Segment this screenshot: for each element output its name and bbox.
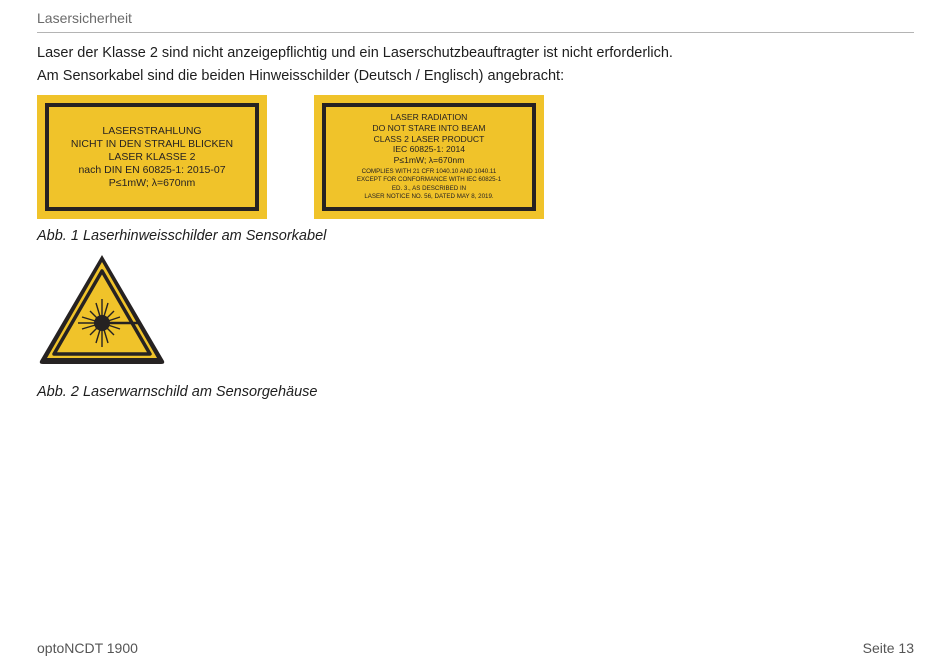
paragraph-sensor-cable-signs: Am Sensorkabel sind die beiden Hinweisschilder (Deutsch / Englisch) angebracht: (37, 68, 565, 84)
label-line: P≤1mW; λ=670nm (108, 176, 196, 189)
laser-label-english (314, 95, 544, 219)
label-small-line: COMPLIES WITH 21 CFR 1040.10 AND 1040.11 (361, 167, 497, 175)
laser-label-german (37, 95, 267, 219)
label-line: IEC 60825-1: 2014 (392, 144, 466, 155)
paragraph-class2-info: Laser der Klasse 2 sind nicht anzeigepflichtig und ein Laserschutzbeauftragter ist nicht erforderlich. (37, 45, 673, 61)
label-line: CLASS 2 LASER PRODUCT (373, 133, 485, 144)
label-line: DO NOT STARE INTO BEAM (372, 122, 486, 133)
label-line: LASERSTRAHLUNG (102, 124, 202, 137)
laser-label-english-border (322, 103, 536, 211)
label-small-line: EXCEPT FOR CONFORMANCE WITH IEC 60825-1 (356, 176, 502, 184)
label-small-line: LASER NOTICE NO. 56, DATED MAY 8, 2019. (364, 193, 494, 201)
laser-warning-icon (36, 251, 168, 367)
footer-page-number: Seite 13 (862, 640, 914, 656)
label-line: P≤1mW; λ=670nm (393, 155, 465, 166)
page-header (37, 9, 914, 33)
label-small-line: ED. 3., AS DESCRIBED IN (391, 184, 467, 192)
label-line: nach DIN EN 60825-1: 2015-07 (78, 163, 226, 176)
label-line: LASER RADIATION (390, 112, 468, 122)
figure-caption-1: Abb. 1 Laserhinweisschilder am Sensorkabel (37, 228, 327, 244)
laser-label-german-border (45, 103, 259, 211)
footer-product-name: optoNCDT 1900 (37, 640, 138, 656)
figure-caption-2: Abb. 2 Laserwarnschild am Sensorgehäuse (37, 384, 318, 400)
label-line: LASER KLASSE 2 (108, 150, 196, 163)
label-line: NICHT IN DEN STRAHL BLICKEN (70, 137, 234, 150)
section-title: Lasersicherheit (37, 10, 132, 26)
